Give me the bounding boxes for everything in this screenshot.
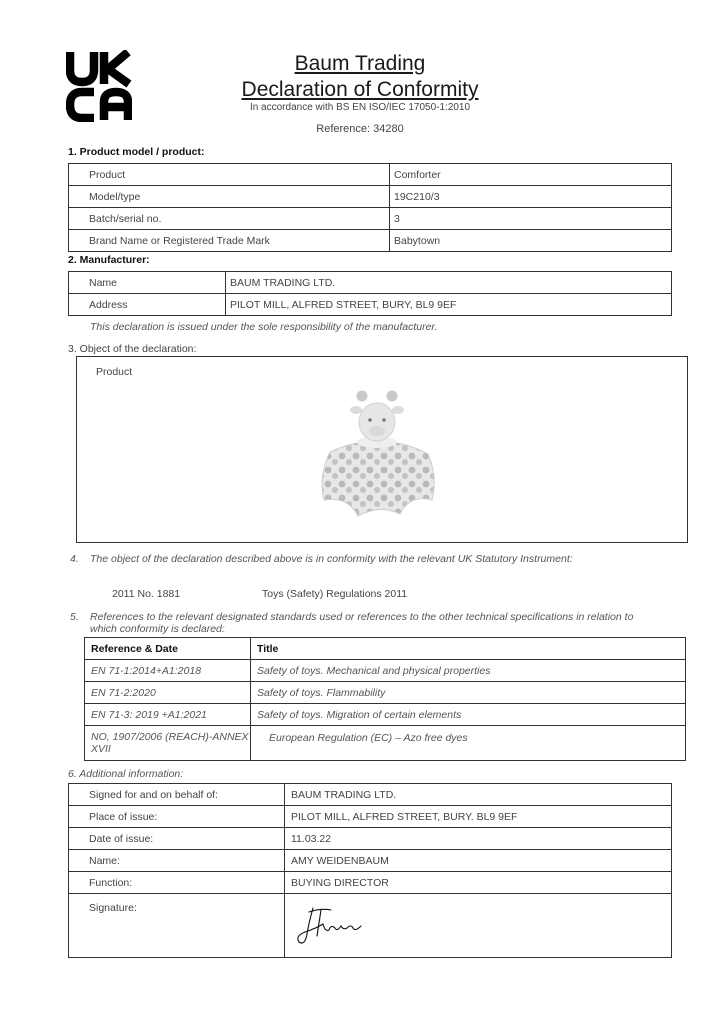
row-label: Brand Name or Registered Trade Mark <box>69 230 390 252</box>
row-label: Name: <box>69 850 285 872</box>
table-row <box>85 660 686 682</box>
responsibility-note: This declaration is issued under the sole responsibility of the manufacturer. <box>90 321 438 333</box>
table-row <box>85 704 686 726</box>
signature-cell <box>285 894 672 958</box>
table-row <box>69 894 672 958</box>
table-row <box>69 872 672 894</box>
statutory-instrument-title: Toys (Safety) Regulations 2011 <box>262 588 408 600</box>
table-row <box>85 726 686 761</box>
standards-statement: References to the relevant designated standards used or references to the other technical specifications in relation to which conformity is declared: <box>90 611 634 635</box>
row-value: BAUM TRADING LTD. <box>226 272 672 294</box>
statutory-instrument-number: 2011 No. 1881 <box>112 588 181 600</box>
table-row <box>69 850 672 872</box>
row-value: PILOT MILL, ALFRED STREET, BURY. BL9 9EF <box>285 806 672 828</box>
standard-subtitle: In accordance with BS EN ISO/IEC 17050-1:2010 <box>249 102 471 113</box>
product-box-label: Product <box>96 366 133 378</box>
section-1-heading: 1. Product model / product: <box>68 146 205 158</box>
standard-title: Safety of toys. Flammability <box>251 682 686 704</box>
table-row <box>69 806 672 828</box>
section-2-heading: 2. Manufacturer: <box>68 254 150 266</box>
row-value: BAUM TRADING LTD. <box>285 784 672 806</box>
giraffe-comforter-image <box>310 382 445 522</box>
row-value: 3 <box>390 208 672 230</box>
standard-reference: EN 71-2:2020 <box>85 682 251 704</box>
company-name: Baum Trading <box>294 52 426 75</box>
table-row <box>69 164 672 186</box>
ukca-mark-logo <box>66 50 132 122</box>
row-value: PILOT MILL, ALFRED STREET, BURY, BL9 9EF <box>226 294 672 316</box>
document-title: Declaration of Conformity <box>241 78 479 101</box>
row-value: Babytown <box>390 230 672 252</box>
row-value: 19C210/3 <box>390 186 672 208</box>
section-5-number: 5. <box>70 611 79 623</box>
row-value: AMY WEIDENBAUM <box>285 850 672 872</box>
row-label: Model/type <box>69 186 390 208</box>
row-value: BUYING DIRECTOR <box>285 872 672 894</box>
table-row <box>69 230 672 252</box>
table-row <box>69 208 672 230</box>
manufacturer-table <box>68 271 672 316</box>
row-label: Place of issue: <box>69 806 285 828</box>
table-header-row <box>85 638 686 660</box>
standards-table <box>84 637 686 761</box>
table-row <box>69 272 672 294</box>
table-row <box>85 682 686 704</box>
conformity-statement: The object of the declaration described above is in conformity with the relevant UK Statutory Instrument: <box>90 553 573 565</box>
standard-title: European Regulation (EC) – Azo free dyes <box>251 726 686 761</box>
reference-number: Reference: 34280 <box>316 123 404 135</box>
additional-info-table <box>68 783 672 958</box>
row-label: Date of issue: <box>69 828 285 850</box>
section-4-number: 4. <box>70 553 79 565</box>
handwritten-signature <box>291 902 381 948</box>
row-label: Function: <box>69 872 285 894</box>
row-label: Address <box>69 294 226 316</box>
row-label: Signature: <box>69 894 285 958</box>
table-row <box>69 828 672 850</box>
column-header-title: Title <box>251 638 686 660</box>
standard-title: Safety of toys. Mechanical and physical properties <box>251 660 686 682</box>
row-value: Comforter <box>390 164 672 186</box>
table-row <box>69 294 672 316</box>
section-6-heading: 6. Additional information: <box>68 768 184 780</box>
product-table <box>68 163 672 252</box>
standard-reference: NO, 1907/2006 (REACH)-ANNEX XVII <box>85 726 251 761</box>
standard-title: Safety of toys. Migration of certain elements <box>251 704 686 726</box>
standard-reference: EN 71-1:2014+A1:2018 <box>85 660 251 682</box>
row-label: Batch/serial no. <box>69 208 390 230</box>
column-header-reference: Reference & Date <box>85 638 251 660</box>
row-value: 11.03.22 <box>285 828 672 850</box>
row-label: Name <box>69 272 226 294</box>
table-row <box>69 186 672 208</box>
section-3-heading: 3. Object of the declaration: <box>68 343 197 355</box>
row-label: Product <box>69 164 390 186</box>
standard-reference: EN 71-3: 2019 +A1:2021 <box>85 704 251 726</box>
table-row <box>69 784 672 806</box>
row-label: Signed for and on behalf of: <box>69 784 285 806</box>
